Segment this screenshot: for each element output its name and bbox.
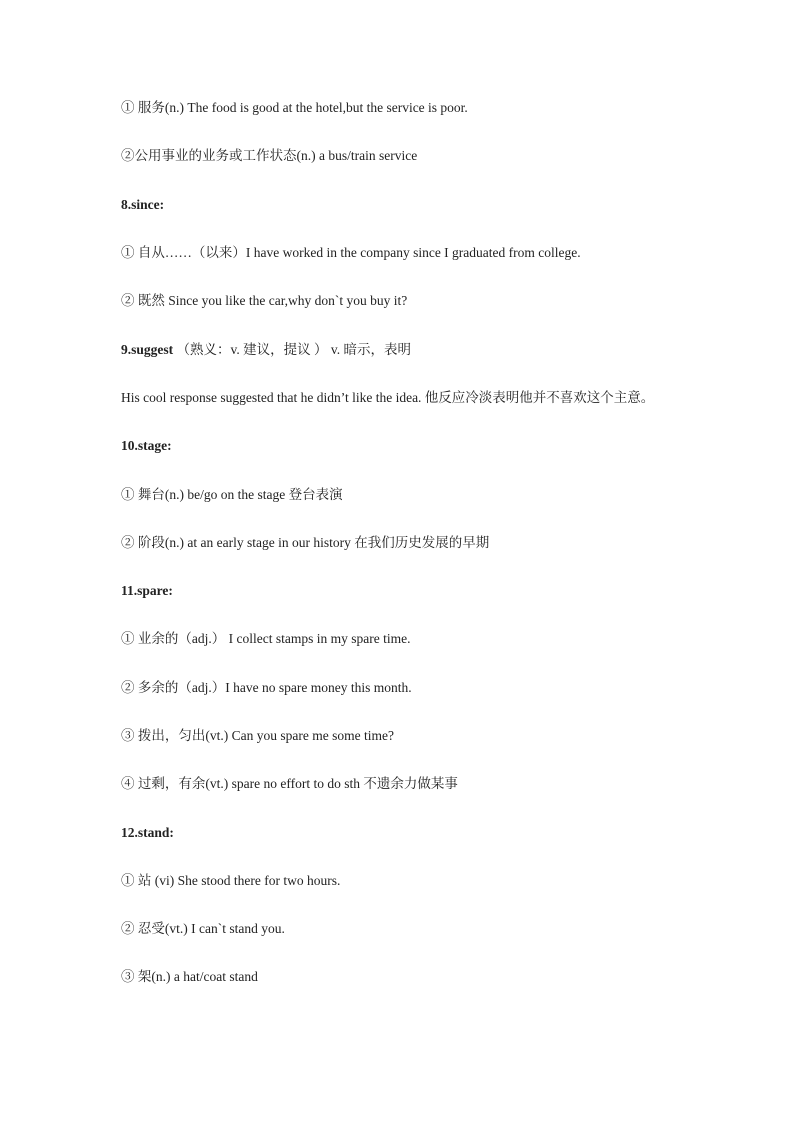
suggest-word: 9.suggest (121, 342, 174, 357)
spare-meaning-2: ② 多余的（adj.）I have no spare money this month. (121, 680, 412, 695)
since-meaning-1: ① 自从……（以来）I have worked in the company since I graduated from college. (121, 245, 581, 260)
heading-stage: 10.stage: (121, 438, 172, 453)
stand-meaning-1: ① 站 (vi) She stood there for two hours. (121, 873, 341, 888)
stand-meaning-2: ② 忍受(vt.) I can`t stand you. (121, 921, 285, 936)
heading-since: 8.since: (121, 197, 165, 212)
heading-stand: 12.stand: (121, 825, 174, 840)
service-meaning-1: ① 服务(n.) The food is good at the hotel,but the service is poor. (121, 100, 468, 115)
heading-suggest (121, 341, 411, 359)
heading-spare: 11.spare: (121, 583, 173, 598)
since-meaning-2: ② 既然 Since you like the car,why don`t you buy it? (121, 293, 408, 308)
spare-meaning-4: ④ 过剩，有余(vt.) spare no effort to do sth 不遗余力做某事 (121, 776, 458, 791)
spare-meaning-1: ① 业余的（adj.） I collect stamps in my spare time. (121, 631, 411, 646)
stand-meaning-3: ③ 架(n.) a hat/coat stand (121, 969, 258, 984)
suggest-gloss: （熟义：v. 建议，提议 ） v. 暗示，表明 (173, 342, 412, 357)
stage-meaning-2: ② 阶段(n.) at an early stage in our history 在我们历史发展的早期 (121, 535, 490, 550)
service-meaning-2: ②公用事业的业务或工作状态(n.) a bus/train service (121, 148, 418, 163)
spare-meaning-3: ③ 拨出，匀出(vt.) Can you spare me some time? (121, 728, 394, 743)
suggest-example: His cool response suggested that he didn’t like the idea. 他反应冷淡表明他并不喜欢这个主意。 (121, 390, 655, 405)
stage-meaning-1: ① 舞台(n.) be/go on the stage 登台表演 (121, 487, 343, 502)
